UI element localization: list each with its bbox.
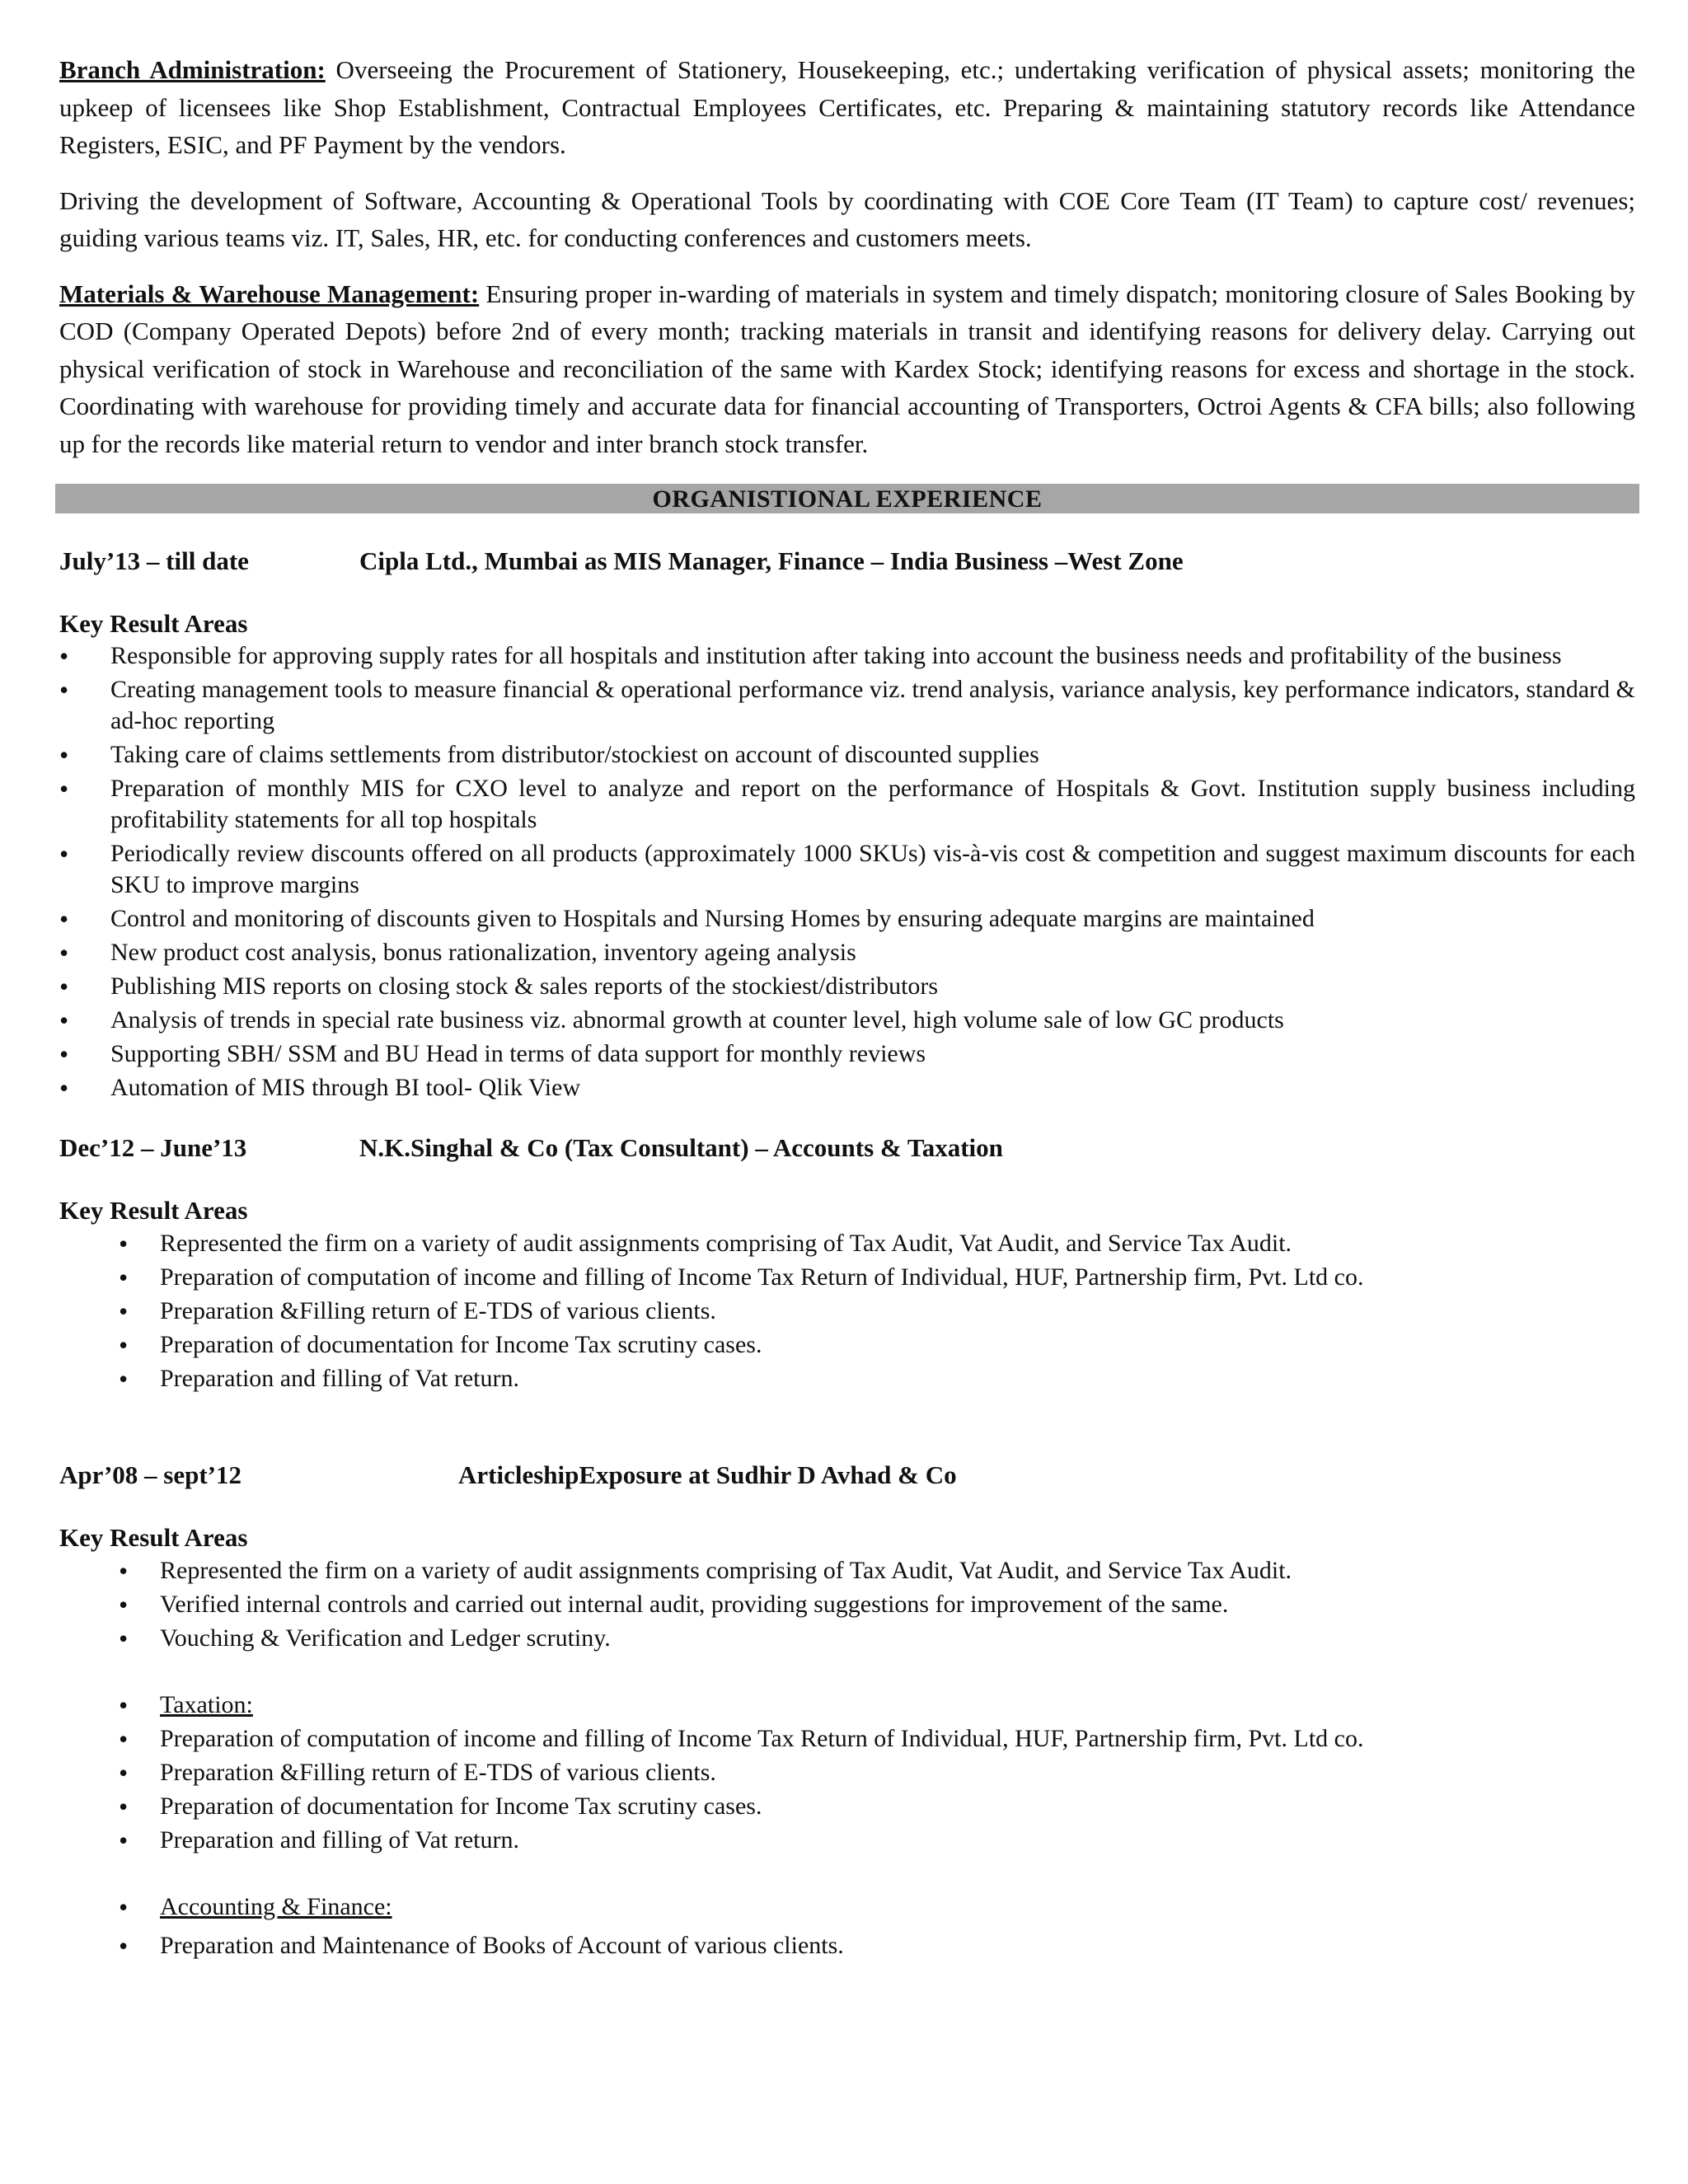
job-title: N.K.Singhal & Co (Tax Consultant) – Accounts & Taxation	[359, 1133, 1003, 1162]
list-item: • Preparation of documentation for Income Tax scrutiny cases.	[59, 1790, 1635, 1823]
job-header	[59, 1459, 1635, 1492]
job-responsibilities-list	[59, 640, 1635, 1104]
job-responsibilities-list	[59, 1554, 1635, 1655]
list-item: • Supporting SBH/ SSM and BU Head in terms of data support for monthly reviews	[59, 1038, 1635, 1070]
branch-administration-paragraph	[59, 51, 1635, 164]
list-item: • Preparation and filling of Vat return.	[59, 1362, 1635, 1395]
list-item: • Preparation &Filling return of E-TDS of various clients.	[59, 1756, 1635, 1789]
spacer	[59, 1656, 1635, 1689]
materials-warehouse-heading: Materials & Warehouse Management:	[59, 279, 480, 308]
list-item: • Automation of MIS through BI tool- Qlik View	[59, 1072, 1635, 1104]
taxation-label: Taxation:	[160, 1691, 253, 1718]
list-item: • Periodically review discounts offered on all products (approximately 1000 SKUs) vis-à-vis cost & competition and suggest maximum discounts for each SKU to improve margins	[59, 838, 1635, 901]
job-dates: July’13 – till date	[59, 546, 249, 575]
resume-page	[59, 51, 1635, 1963]
list-item: • Preparation and Maintenance of Books of Account of various clients.	[59, 1929, 1635, 1962]
job-dates: Dec’12 – June’13	[59, 1133, 247, 1162]
list-item: • Vouching & Verification and Ledger scrutiny.	[59, 1622, 1635, 1655]
list-item: • Analysis of trends in special rate business viz. abnormal growth at counter level, high volume sale of low GC products	[59, 1005, 1635, 1036]
list-item: • Preparation and filling of Vat return.	[59, 1824, 1635, 1857]
branch-administration-heading: Branch Administration:	[59, 55, 326, 84]
list-item: • Preparation of monthly MIS for CXO level to analyze and report on the performance of Hospitals & Govt. Institution supply business including profitability statements for all top hospitals	[59, 773, 1635, 836]
accounting-heading	[59, 1891, 1635, 1924]
materials-warehouse-paragraph	[59, 275, 1635, 463]
materials-warehouse-text: Ensuring proper in-warding of materials in system and timely dispatch; monitoring closure of Sales Booking by COD (Company Operated Depots) before 2nd of every month; tracking materials in transit and identifying reasons for delivery delay. Carrying out physical verification of stock in Warehouse and reconciliation of the same with Kardex Stock; identifying reasons for excess and shortage in the stock. Coordinating with warehouse for providing timely and accurate data for financial accounting of Transporters, Octroi Agents & CFA bills; also following up for the records like material return to vendor and inter branch stock transfer.	[59, 279, 1636, 458]
list-item: • Publishing MIS reports on closing stock & sales reports of the stockiest/distributors	[59, 971, 1635, 1002]
accounting-list	[59, 1891, 1635, 1962]
section-header-experience: ORGANISTIONAL EXPERIENCE	[55, 484, 1639, 513]
taxation-heading	[59, 1689, 1635, 1722]
branch-administration-text: Overseeing the Procurement of Stationery, Housekeeping, etc.; undertaking verification of physical assets; monitoring the upkeep of licensees like Shop Establishment, Contractual Employees Certificates, etc. Preparing & maintaining statutory records like Attendance Registers, ESIC, and PF Payment by the vendors.	[59, 55, 1636, 159]
list-item: • Taking care of claims settlements from distributor/stockiest on account of discounted supplies	[59, 739, 1635, 771]
job-header	[59, 545, 1635, 578]
list-item: • Control and monitoring of discounts given to Hospitals and Nursing Homes by ensuring adequate margins are maintained	[59, 903, 1635, 935]
key-result-areas-heading: Key Result Areas	[59, 609, 248, 638]
list-item: • Represented the firm on a variety of audit assignments comprising of Tax Audit, Vat Audit, and Service Tax Audit.	[59, 1227, 1635, 1260]
list-item: • Preparation of computation of income and filling of Income Tax Return of Individual, HUF, Partnership firm, Pvt. Ltd co.	[59, 1261, 1635, 1294]
list-item: • Preparation of computation of income and filling of Income Tax Return of Individual, HUF, Partnership firm, Pvt. Ltd co.	[59, 1722, 1635, 1755]
list-item: • Preparation of documentation for Income Tax scrutiny cases.	[59, 1329, 1635, 1361]
list-item: • New product cost analysis, bonus rationalization, inventory ageing analysis	[59, 937, 1635, 968]
software-tools-paragraph: Driving the development of Software, Accounting & Operational Tools by coordinating with COE Core Team (IT Team) to capture cost/ revenues; guiding various teams viz. IT, Sales, HR, etc. for conducting conferences and customers meets.	[59, 185, 1635, 252]
list-item: • Creating management tools to measure financial & operational performance viz. trend analysis, variance analysis, key performance indicators, standard & ad-hoc reporting	[59, 674, 1635, 737]
key-result-areas-heading: Key Result Areas	[59, 1196, 248, 1225]
job-responsibilities-list	[59, 1227, 1635, 1395]
list-item: • Responsible for approving supply rates for all hospitals and institution after taking into account the business needs and profitability of the business	[59, 640, 1635, 672]
job-title: Cipla Ltd., Mumbai as MIS Manager, Finance – India Business –West Zone	[359, 546, 1184, 575]
accounting-label: Accounting & Finance:	[160, 1893, 392, 1920]
list-item: • Represented the firm on a variety of audit assignments comprising of Tax Audit, Vat Audit, and Service Tax Audit.	[59, 1554, 1635, 1587]
job-dates: Apr’08 – sept’12	[59, 1460, 241, 1489]
list-item: • Preparation &Filling return of E-TDS of various clients.	[59, 1295, 1635, 1328]
spacer	[59, 1858, 1635, 1891]
list-item: • Verified internal controls and carried out internal audit, providing suggestions for improvement of the same.	[59, 1588, 1635, 1621]
key-result-areas-heading: Key Result Areas	[59, 1523, 248, 1552]
spacer	[59, 1396, 1635, 1459]
taxation-list	[59, 1689, 1635, 1857]
job-title: ArticleshipExposure at Sudhir D Avhad & Co	[458, 1460, 957, 1489]
job-header	[59, 1132, 1635, 1165]
